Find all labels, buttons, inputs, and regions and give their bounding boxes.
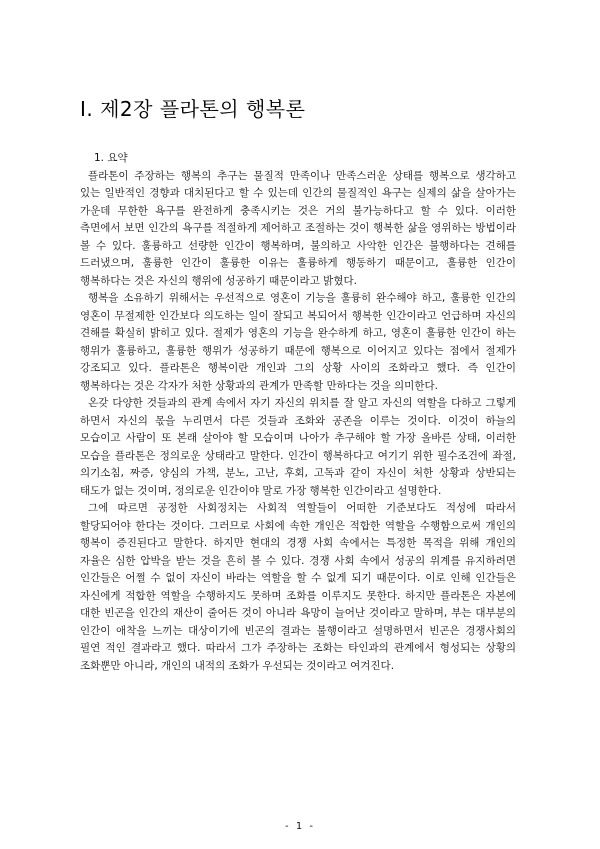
page-number: - 1 - xyxy=(285,821,315,832)
document-body xyxy=(80,150,516,675)
paragraph-4: 그에 따르면 공정한 사회정치는 사회적 역할들이 어떠한 기준보다도 적성에 따라서 할당되어야 한다는 것이다. 그러므로 사회에 속한 개인은 적합한 역할을 수행함으로써 개인의 행복이 증진된다고 말한다. 하지만 현대의 경쟁 사회 속에서는 특정한 목적을 위해 개인의 자율은 심한 압박을 받는 것을 흔히 볼 수 있다. 경쟁 사회 속에서 성공의 위계를 유지하려면 인간들은 어쩔 수 없이 자신이 바라는 역할을 할 수 없게 되기 때문이다. 이로 인해 인간들은 자신에게 적합한 역할을 수행하지도 못하며 조화를 이루지도 못한다. 하지만 플라톤은 자본에 대한 빈곤을 인간의 재산이 줄어든 것이 아니라 욕망이 늘어난 것이라고 말하며, 부는 대부분의 인간이 애착을 느끼는 대상이기에 빈곤의 결과는 불행이라고 설명하면서 빈곤은 경쟁사회의 필연 적인 결과라고 했다. 따라서 그가 주장하는 조화는 타인과의 관계에서 형성되는 상황의 조화뿐만 아니라, 개인의 내적의 조화가 우선되는 것이라고 여겨진다. xyxy=(80,502,516,672)
section-heading: 1. 요약 xyxy=(94,152,128,164)
paragraph-3: 온갖 다양한 것들과의 관계 속에서 자기 자신의 위치를 잘 알고 자신의 역할을 다하고 그렇게 하면서 자신의 몫을 누리면서 다른 것들과 조화와 공존을 이루는 것이다. 이것이 하늘의 모습이고 사람이 또 본래 살아야 할 모습이며 나아가 추구해야 할 가장 올바른 상태, 이러한 모습을 플라톤은 정의로운 상태라고 말한다. 인간이 행복하다고 여기기 위한 필수조건에 좌절, 의기소침, 짜증, 양심의 가책, 분노, 고난, 후회, 고독과 같이 자신이 처한 상황과 상반되는 태도가 없는 것이며, 정의로운 인간이야 말로 가장 행복한 인간이라고 설명한다. xyxy=(80,397,516,497)
paragraph-1: 플라톤이 주장하는 행복의 추구는 물질적 만족이나 만족스러운 상태를 행복으로 생각하고 있는 일반적인 경향과 대치된다고 할 수 있는데 인간의 물질적인 욕구는 실제의 삶을 살아가는 가운데 무한한 욕구를 완전하게 충족시키는 것은 거의 불가능하다고 할 수 있다. 이러한 측면에서 보면 인간의 욕구를 적절하게 제어하고 조절하는 것이 행복한 삶을 영위하는 방법이라 볼 수 있다. 훌륭하고 선량한 인간이 행복하며, 불의하고 사악한 인간은 불행하다는 견해를 드러냈으며, 훌륭한 인간이 훌륭한 이유는 훌륭하게 행동하기 때문이고, 훌륭한 인간이 행복하다는 것은 자신의 행위에 성공하기 때문이라고 밝혔다. xyxy=(80,169,516,287)
paragraph-2: 행복을 소유하기 위해서는 우선적으로 영혼이 기능을 훌륭히 완수해야 하고, 훌륭한 인간의 영혼이 무절제한 인간보다 의도하는 일이 잘되고 복되어서 행복한 인간이라고 언급하며 자신의 견해를 확실히 밝히고 있다. 절제가 영혼의 기능을 완수하게 하고, 영혼이 훌륭한 인간이 하는 행위가 훌륭하고, 훌륭한 행위가 성공하기 때문에 행복으로 이어지고 있다는 점에서 절제가 강조되고 있다. 플라톤은 행복이란 개인과 그의 상황 사이의 조화라고 했다. 즉 인간이 행복하다는 것은 각자가 처한 상황과의 관계가 만족할 만하다는 것을 의미한다. xyxy=(80,292,516,392)
page-title: I. 제2장 플라톤의 행복론 xyxy=(80,97,306,121)
